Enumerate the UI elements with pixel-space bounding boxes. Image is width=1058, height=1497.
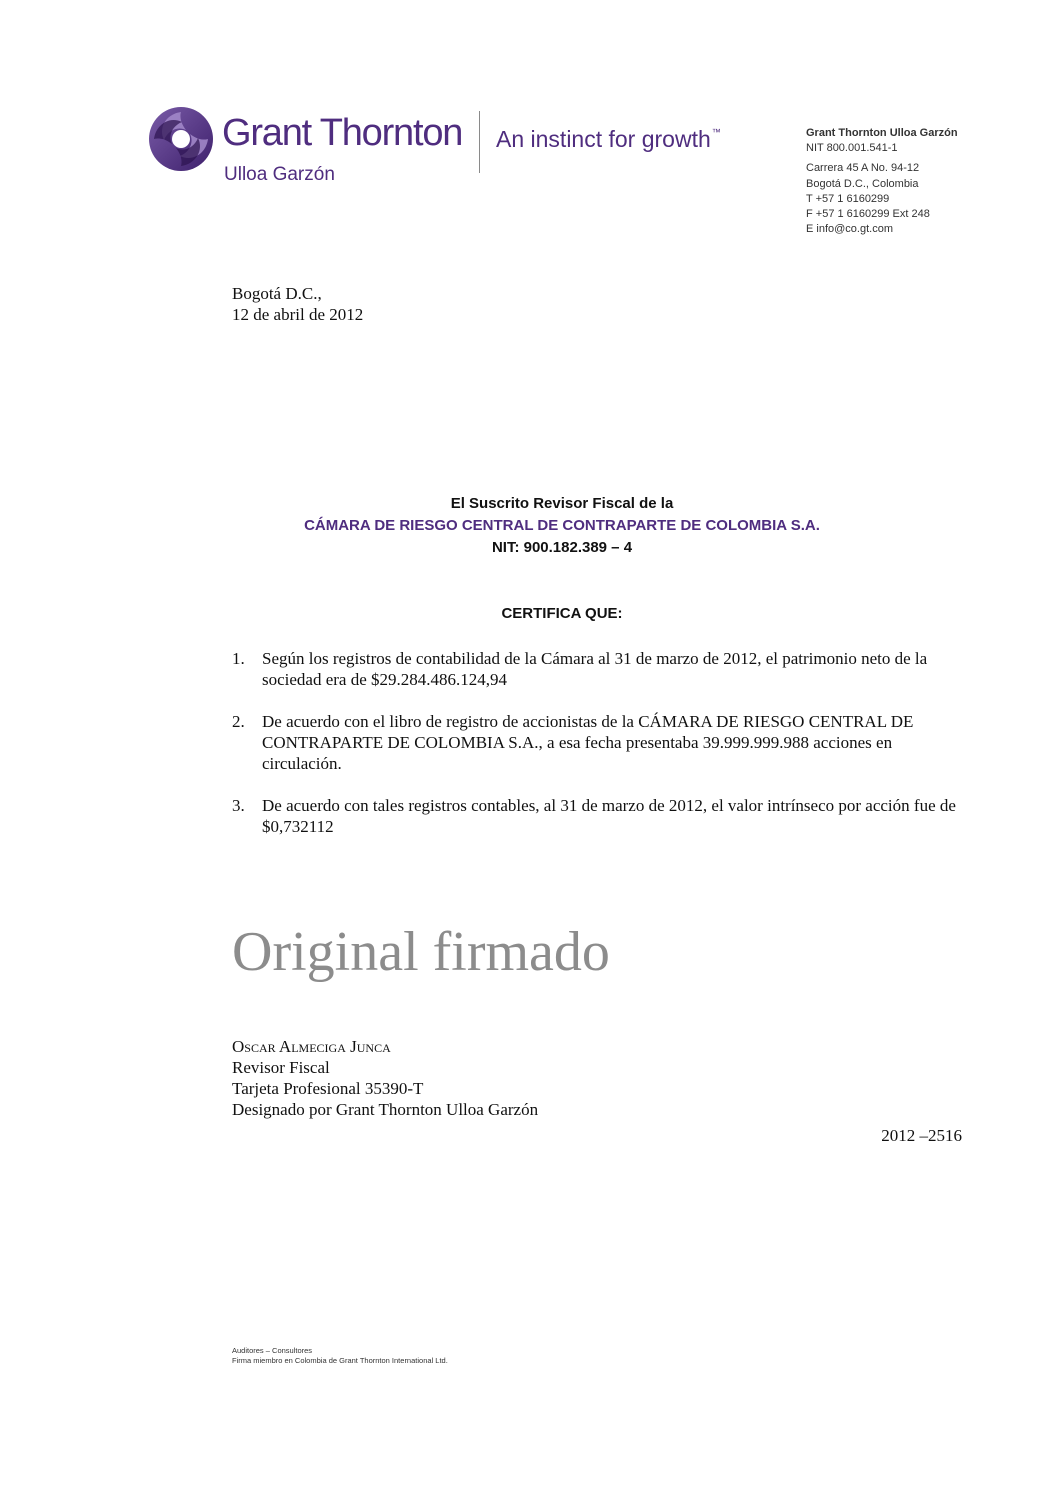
firm-nit: NIT 800.001.541-1 bbox=[806, 142, 898, 155]
list-item-text: Según los registros de contabilidad de la Cámara al 31 de marzo de 2012, el patrimonio neto de la sociedad era de $29.284.486.124,94 bbox=[262, 649, 928, 689]
brand-divider bbox=[479, 111, 480, 173]
list-item-text: De acuerdo con el libro de registro de accionistas de la CÁMARA DE RIESGO CENTRAL DE CONTRAPARTE DE COLOMBIA S.A., a esa fecha presentaba 39.999.999.988 acciones en circulación. bbox=[262, 712, 914, 773]
certifica-title: CERTIFICA QUE: bbox=[501, 605, 623, 622]
list-item bbox=[232, 711, 972, 774]
organization-name: CÁMARA DE RIESGO CENTRAL DE CONTRAPARTE DE COLOMBIA S.A. bbox=[304, 517, 820, 534]
list-item-text: De acuerdo con tales registros contables, al 31 de marzo de 2012, el valor intrínseco por acción fue de $0,732112 bbox=[262, 796, 956, 836]
tagline bbox=[496, 128, 721, 151]
firm-city: Bogotá D.C., Colombia bbox=[806, 177, 919, 190]
list-item-number: 2. bbox=[232, 712, 245, 731]
signer-card: Tarjeta Profesional 35390-T bbox=[232, 1079, 424, 1098]
signer-name: Oscar Almeciga Junca bbox=[232, 1037, 391, 1056]
brand-name: Grant Thornton bbox=[222, 112, 463, 154]
place: Bogotá D.C., bbox=[232, 284, 322, 303]
firm-contact-info bbox=[806, 126, 958, 237]
signer-designation: Designado por Grant Thornton Ulloa Garzón bbox=[232, 1100, 539, 1119]
firm-name: Grant Thornton Ulloa Garzón bbox=[806, 127, 958, 139]
list-item bbox=[232, 795, 972, 837]
certification-list bbox=[232, 648, 972, 858]
organization-nit: NIT: 900.182.389 – 4 bbox=[491, 539, 633, 556]
heading-line1: El Suscrito Revisor Fiscal de la bbox=[450, 495, 674, 512]
list-item-number: 3. bbox=[232, 796, 245, 815]
footer-line1: Auditores – Consultores bbox=[232, 1346, 313, 1355]
grant-thornton-logo-icon bbox=[148, 106, 214, 172]
reference-code: 2012 –2516 bbox=[881, 1126, 962, 1145]
signature-stamp: Original firmado bbox=[232, 921, 610, 983]
place-date bbox=[232, 283, 363, 325]
tagline-text: An instinct for growth bbox=[496, 126, 711, 152]
firm-fax: F +57 1 6160299 Ext 248 bbox=[806, 208, 930, 221]
list-item-number: 1. bbox=[232, 649, 245, 668]
list-item bbox=[232, 648, 972, 690]
brand-subtitle: Ulloa Garzón bbox=[224, 164, 335, 185]
signer-title: Revisor Fiscal bbox=[232, 1058, 330, 1077]
signer-block bbox=[232, 1036, 538, 1120]
trademark-symbol: ™ bbox=[711, 127, 721, 137]
firm-phone: T +57 1 6160299 bbox=[806, 192, 890, 205]
firm-address: Carrera 45 A No. 94-12 bbox=[806, 162, 920, 175]
certificate-heading bbox=[232, 493, 892, 559]
footer-line2: Firma miembro en Colombia de Grant Thornton International Ltd. bbox=[232, 1356, 448, 1365]
page-footer bbox=[232, 1346, 448, 1366]
firm-email: E info@co.gt.com bbox=[806, 223, 893, 236]
date: 12 de abril de 2012 bbox=[232, 305, 364, 324]
